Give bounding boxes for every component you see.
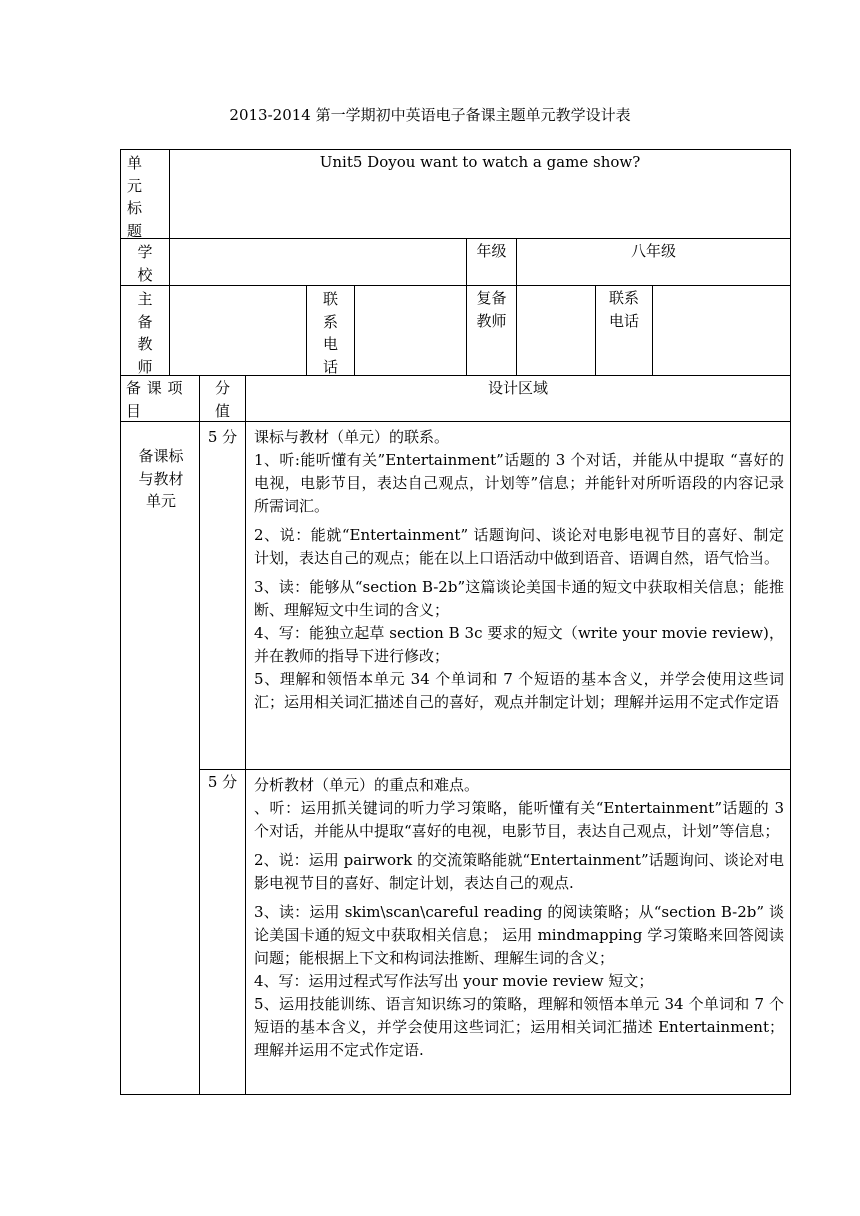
table-border-right [790,149,791,1095]
table-border-bottom [120,1094,791,1095]
unit-title-label: 单元标题 [127,154,143,240]
block1-paragraph: 课标与教材（单元）的联系。 1、听:能听懂有关”Entertainment”话题的 3 个对话，并能从中提取 “喜好的电视，电影节目，表达自己观点，计划等”信息；并能针对所听语段的内容记录所需词汇。 [254,428,784,515]
block2-score: 5 分 [207,773,238,791]
block2-paragraph: 分析教材（单元）的重点和难点。 、听：运用抓关键词的听力学习策略，能听懂有关“Entertainment”话题的 3 个对话，并能从中提取“喜好的电视，电影节目，表达自己观点，计划”等信息； [254,776,784,840]
unit-title-value: Unit5 Doyou want to watch a game show? [319,153,641,171]
item-header: 备 课 项 目 [126,379,184,420]
phone-label: 联系电话 [322,290,338,376]
school-value [170,239,466,285]
main-teacher-value [170,286,306,375]
block1-paragraph: 3、读：能够从“section B-2b”这篇谈论美国卡通的短文中获取相关信息；能推断、理解短文中生词的含义； 4、写：能独立起草 section B 3c 要求的短文（write your movie review)，并在教师的指导下进行修改； 5、理解和领悟本单元 34 个单词和 7 个短语的基本含义，并学会使用这些词汇；运用相关词汇描述自己的喜好，观点并制定计划；理解并运用不定式作定语 [254,578,784,711]
school-label: 学校 [137,243,153,284]
grade-label: 年级 [476,242,507,260]
block2-paragraph: 3、读：运用 skim\scan\careful reading 的阅读策略；从“section B-2b” 谈论美国卡通的短文中获取相关信息； 运用 mindmapping 学习策略来回答阅读问题；能根据上下文和构词法推断、理解生词的含义； 4、写：运用过程式写作法写出 your movie review 短文； 5、运用技能训练、语言知识练习的策略，理解和领悟本单元 34 个单词和 7 个短语的基本含义，并学会使用这些词汇；运用相关词汇描述 Entertainment；理解并运用不定式作定语. [254,903,784,1059]
score-header: 分值 [214,379,230,420]
grade-value: 八年级 [630,242,676,260]
review-teacher-label: 复备教师 [476,289,507,330]
phone-value [355,286,466,375]
page-title: 2013-2014 第一学期初中英语电子备课主题单元教学设计表 [229,106,631,124]
phone2-value [653,286,790,375]
block1-paragraph: 2、说：能就“Entertainment” 话题询问、谈论对电影电视节目的喜好、制定计划，表达自己的观点；能在以上口语活动中做到语音、语调自然，语气恰当。 [254,526,784,567]
block2-paragraph: 2、说：运用 pairwork 的交流策略能就“Entertainment”话题询问、谈论对电影电视节目的喜好、制定计划，表达自己的观点. [254,851,784,892]
section-label: 备课标与教材单元 [138,447,184,510]
block1-content [246,423,790,769]
design-header: 设计区域 [487,379,548,397]
review-teacher-value [517,286,595,375]
block1-score: 5 分 [207,428,238,446]
table-border-top [120,149,791,150]
block2-content [246,771,790,1093]
lesson-plan-table [120,149,791,1095]
table-divider [199,769,791,770]
table-divider [199,375,200,1095]
table-divider [120,375,791,376]
main-teacher-label: 主备教师 [137,290,153,376]
phone2-label: 联系电话 [608,289,639,330]
